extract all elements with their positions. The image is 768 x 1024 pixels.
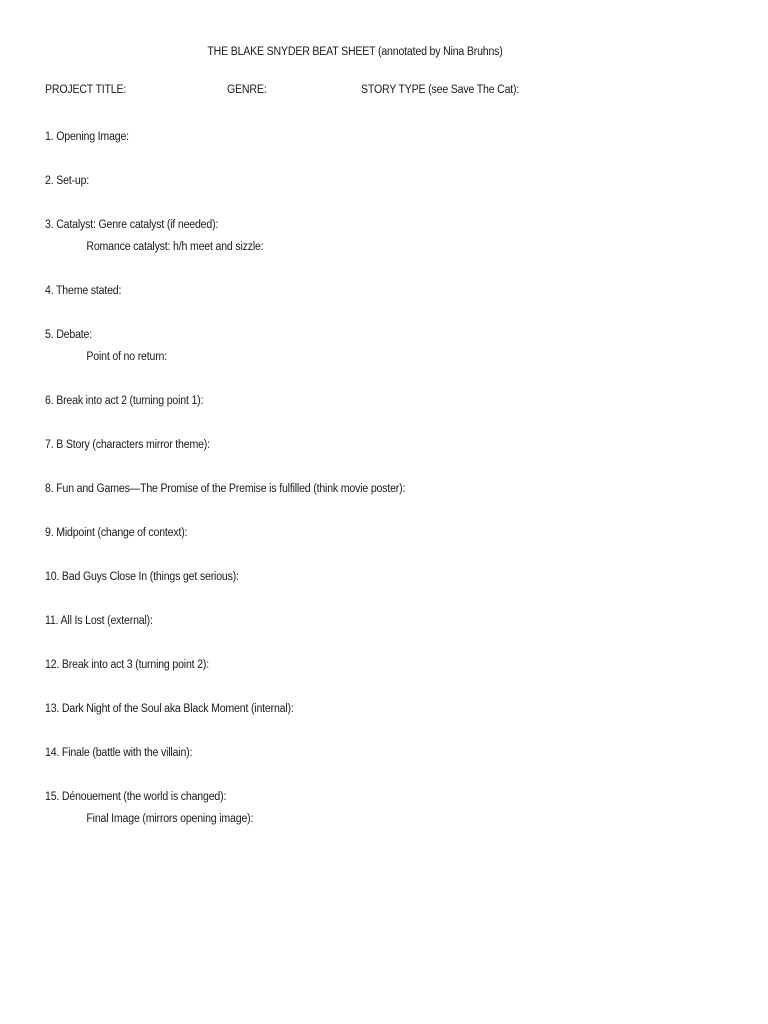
beat-label: 12. Break into act 3 (turning point 2):	[45, 659, 209, 671]
genre-label: GENRE:	[227, 84, 267, 96]
beat-item	[45, 613, 725, 629]
beat-item	[45, 327, 725, 365]
beat-item	[45, 657, 725, 673]
beat-sub-label: Romance catalyst: h/h meet and sizzle:	[86, 241, 264, 253]
project-title-label: PROJECT TITLE:	[45, 84, 127, 96]
beat-item	[45, 701, 725, 717]
beat-item	[45, 393, 725, 409]
beat-item	[45, 173, 725, 189]
beat-item	[45, 745, 725, 761]
beat-label: 11. All Is Lost (external):	[45, 615, 153, 627]
beat-label: 15. Dénouement (the world is changed):	[45, 791, 227, 803]
beat-item	[45, 283, 725, 299]
beat-label: 4. Theme stated:	[45, 285, 122, 297]
story-type-label: STORY TYPE (see Save The Cat):	[361, 84, 520, 96]
beat-item	[45, 789, 725, 827]
beat-label: 3. Catalyst: Genre catalyst (if needed):	[45, 219, 219, 231]
beat-label: 2. Set-up:	[45, 175, 90, 187]
beat-label: 1. Opening Image:	[45, 131, 129, 143]
beat-label: 5. Debate:	[45, 329, 92, 341]
beat-item	[45, 525, 725, 541]
beat-label: 9. Midpoint (change of context):	[45, 527, 188, 539]
beat-item	[45, 481, 725, 497]
beat-item	[45, 569, 725, 585]
beat-sub-label: Point of no return:	[86, 351, 168, 363]
beat-label: 14. Finale (battle with the villain):	[45, 747, 193, 759]
beat-item	[45, 217, 725, 255]
beat-label: 6. Break into act 2 (turning point 1):	[45, 395, 204, 407]
beat-label: 13. Dark Night of the Soul aka Black Moment (internal):	[45, 703, 294, 715]
beat-label: 7. B Story (characters mirror theme):	[45, 439, 210, 451]
header-fields	[45, 84, 665, 100]
document-title: THE BLAKE SNYDER BEAT SHEET (annotated by Nina Bruhns)	[207, 46, 503, 58]
beat-item	[45, 129, 725, 145]
beat-sub-label: Final Image (mirrors opening image):	[86, 813, 254, 825]
beat-list	[45, 129, 725, 855]
beat-item	[45, 437, 725, 453]
beat-label: 8. Fun and Games—The Promise of the Premise is fulfilled (think movie poster):	[45, 483, 406, 495]
beat-label: 10. Bad Guys Close In (things get serious):	[45, 571, 239, 583]
